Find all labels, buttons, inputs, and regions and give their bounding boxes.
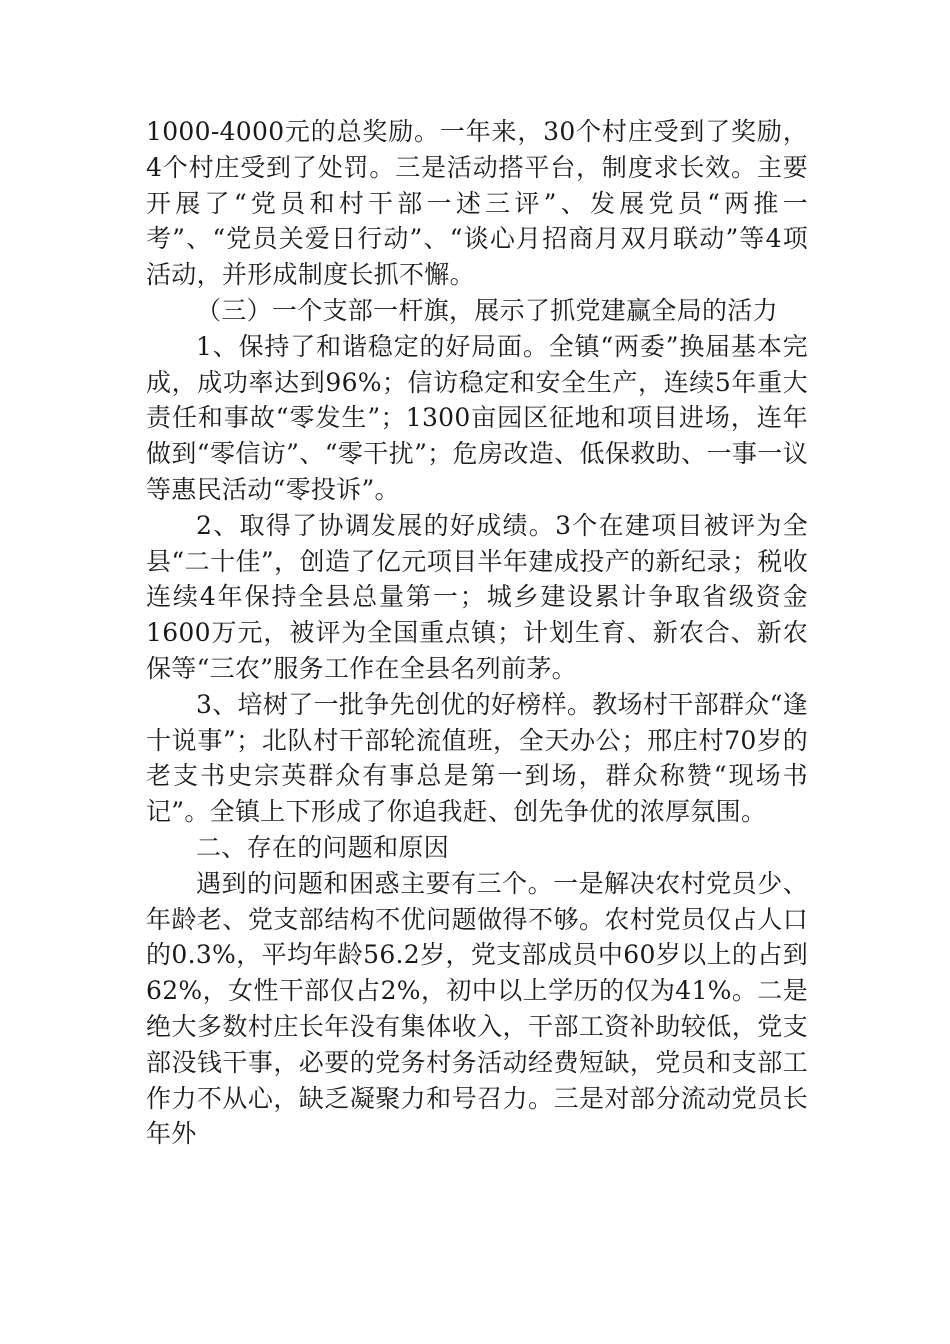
paragraph-role-models: 3、培树了一批争先创优的好榜样。教场村干部群众“逢十说事”；北队村干部轮流值班，全天办公；邢庄村70岁的老支书史宗英群众有事总是第一到场，群众称赞“现场书记”。全镇上下形成了你追我赶、创先争优的浓厚氛围。	[146, 689, 808, 827]
paragraph-harmony-stability: 1、保持了和谐稳定的好局面。全镇“两委”换届基本完成，成功率达到96%；信访稳定和安全生产，连续5年重大责任和事故“零发生”；1300亩园区征地和项目进场，连年做到“零信访”、“零干扰”；危房改造、低保救助、一事一议等惠民活动“零投诉”。	[146, 331, 808, 504]
paragraph-continuation: 1000-4000元的总奖励。一年来，30个村庄受到了奖励，4个村庄受到了处罚。三是活动搭平台，制度求长效。主要开展了“党员和村干部一述三评”、发展党员“两推一考”、“党员关爱日行动”、“谈心月招商月双月联动”等4项活动，并形成制度长抓不懈。	[146, 117, 808, 290]
paragraph-coordinated-development: 2、取得了协调发展的好成绩。3个在建项目被评为全县“二十佳”，创造了亿元项目半年建成投产的新纪录；税收连续4年保持全县总量第一；城乡建设累计争取省级资金1600万元，被评为全国重点镇；计划生育、新农合、新农保等“三农”服务工作在全县名列前茅。	[146, 510, 808, 683]
document-body	[146, 114, 808, 1152]
subheading-section-three: （三）一个支部一杆旗，展示了抓党建赢全局的活力	[196, 295, 778, 325]
heading-problems-and-causes: 二、存在的问题和原因	[196, 832, 450, 862]
paragraph-problems: 遇到的问题和困惑主要有三个。一是解决农村党员少、年龄老、党支部结构不优问题做得不够。农村党员仅占人口的0.3%，平均年龄56.2岁，党支部成员中60岁以上的占到62%，女性干部仅占2%，初中以上学历的仅为41%。二是绝大多数村庄长年没有集体收入，干部工资补助较低，党支部没钱干事，必要的党务村务活动经费短缺，党员和支部工作力不从心，缺乏凝聚力和号召力。三是对部分流动党员长年外	[146, 868, 808, 1149]
